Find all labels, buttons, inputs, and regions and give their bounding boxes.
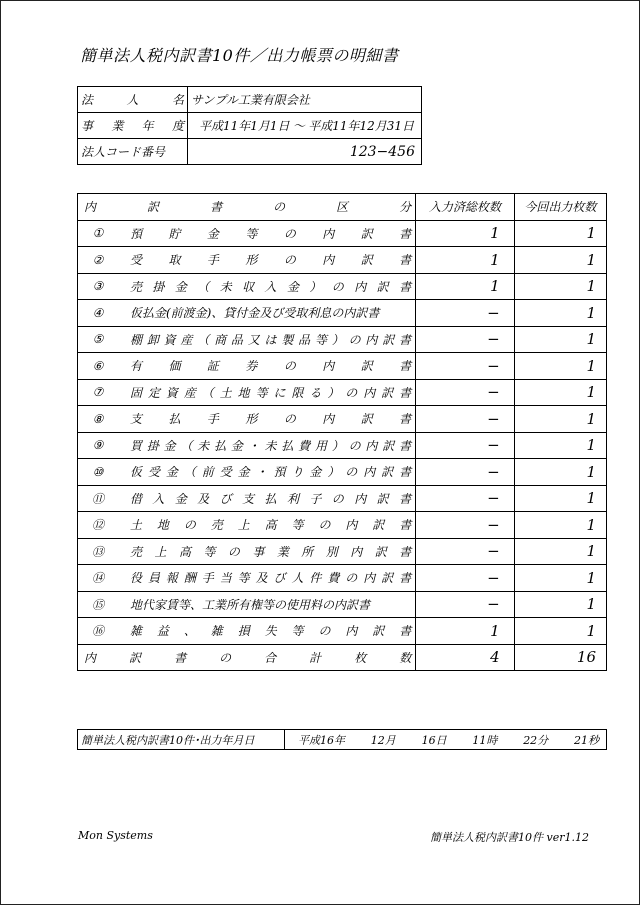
row-description — [78, 247, 416, 274]
row-number: ⑩ — [92, 464, 104, 479]
row-input-count: − — [416, 459, 514, 486]
row-number: ⑮ — [91, 597, 104, 612]
row-input-count: − — [416, 538, 514, 565]
row-output-count: 1 — [514, 459, 606, 486]
year-value — [188, 113, 422, 139]
row-number: ⑨ — [92, 438, 104, 453]
code-value: 123−456 — [188, 139, 422, 165]
row-label: 買 掛 金 （ 未 払 金 ・ 未 払 費 用 ） の 内 訳 書 — [130, 438, 412, 453]
row-number: ⑧ — [92, 411, 104, 426]
table-row — [78, 538, 607, 565]
output-hour: 11時 — [472, 733, 498, 747]
row-description — [78, 300, 416, 327]
row-description — [78, 485, 416, 512]
total-input-count: 4 — [416, 644, 514, 671]
row-description — [78, 591, 416, 618]
row-number: ⑪ — [91, 491, 104, 506]
breakdown-table — [77, 193, 607, 671]
table-row — [78, 300, 607, 327]
row-input-count: − — [416, 406, 514, 433]
row-input-count: − — [416, 379, 514, 406]
row-label: 棚 卸 資 産 （ 商 品 又 は 製 品 等 ） の 内 訳 書 — [130, 332, 412, 347]
row-output-count: 1 — [514, 300, 606, 327]
row-number: ⑫ — [91, 518, 104, 533]
row-label: 借 入 金 及 び 支 払 利 子 の 内 訳 書 — [130, 491, 412, 506]
output-era-year: 平成16年 — [298, 733, 345, 747]
total-label: 内 訳 書 の 合 計 枚 数 — [78, 644, 416, 671]
header-desc: 内 訳 書 の 区 分 — [78, 194, 416, 221]
output-date-table — [77, 729, 607, 750]
row-label: 役 員 報 酬 手 当 等 及 び 人 件 費 の 内 訳 書 — [130, 571, 412, 586]
row-input-count: − — [416, 485, 514, 512]
row-number: ⑦ — [92, 385, 104, 400]
row-number: ④ — [92, 305, 104, 320]
row-input-count: − — [416, 300, 514, 327]
info-row-code — [78, 139, 422, 165]
table-row — [78, 406, 607, 433]
table-row — [78, 459, 607, 486]
company-credit: Mon Systems — [78, 829, 153, 842]
row-input-count: 1 — [416, 273, 514, 300]
row-description — [78, 512, 416, 539]
row-input-count: 1 — [416, 247, 514, 274]
company-info-table — [77, 86, 422, 165]
row-output-count: 1 — [514, 353, 606, 380]
row-output-count: 1 — [514, 273, 606, 300]
row-number: ⑥ — [92, 358, 104, 373]
output-day: 16日 — [421, 733, 447, 747]
row-output-count: 1 — [514, 326, 606, 353]
row-output-count: 1 — [514, 379, 606, 406]
table-row — [78, 273, 607, 300]
table-row — [78, 247, 607, 274]
row-description — [78, 326, 416, 353]
row-label: 固 定 資 産 （ 土 地 等 に 限 る ） の 内 訳 書 — [130, 385, 412, 400]
row-description — [78, 618, 416, 645]
row-description — [78, 273, 416, 300]
row-label: 地代家賃等、工業所有権等の使用料の内訳書 — [130, 597, 371, 612]
row-description — [78, 459, 416, 486]
name-label: 法 人 名 — [78, 87, 188, 113]
year-to: 平成11年12月31日 — [308, 119, 414, 133]
row-description — [78, 538, 416, 565]
row-output-count: 1 — [514, 591, 606, 618]
row-input-count: 1 — [416, 220, 514, 247]
row-description — [78, 379, 416, 406]
output-date-values — [285, 730, 607, 750]
output-date-row — [78, 730, 607, 750]
table-row — [78, 591, 607, 618]
row-description — [78, 432, 416, 459]
output-minute: 22分 — [523, 733, 549, 747]
row-input-count: − — [416, 326, 514, 353]
table-row — [78, 353, 607, 380]
row-output-count: 1 — [514, 618, 606, 645]
row-label: 仮払金(前渡金)、貸付金及び受取利息の内訳書 — [130, 306, 380, 321]
row-input-count: − — [416, 432, 514, 459]
row-output-count: 1 — [514, 432, 606, 459]
table-row — [78, 485, 607, 512]
row-label: 雑 益 、 雑 損 失 等 の 内 訳 書 — [130, 624, 412, 639]
table-row — [78, 326, 607, 353]
total-row — [78, 644, 607, 671]
name-value: サンプル工業有限会社 — [188, 87, 422, 113]
row-input-count: − — [416, 565, 514, 592]
info-row-year — [78, 113, 422, 139]
total-output-count: 16 — [514, 644, 606, 671]
row-label: 土 地 の 売 上 高 等 の 内 訳 書 — [130, 518, 412, 533]
row-number: ⑭ — [91, 571, 104, 586]
row-description — [78, 353, 416, 380]
output-second: 21秒 — [573, 733, 599, 747]
output-month: 12月 — [370, 733, 396, 747]
row-output-count: 1 — [514, 247, 606, 274]
row-label: 預 貯 金 等 の 内 訳 書 — [130, 226, 412, 241]
row-input-count: − — [416, 353, 514, 380]
year-sep: 〜 — [292, 119, 305, 133]
row-label: 有 価 証 券 の 内 訳 書 — [130, 359, 412, 374]
row-description — [78, 565, 416, 592]
row-number: ① — [92, 226, 104, 241]
row-number: ⑤ — [92, 332, 104, 347]
row-label: 売 上 高 等 の 事 業 所 別 内 訳 書 — [130, 544, 412, 559]
table-row — [78, 379, 607, 406]
row-output-count: 1 — [514, 565, 606, 592]
table-row — [78, 565, 607, 592]
row-output-count: 1 — [514, 538, 606, 565]
info-row-name — [78, 87, 422, 113]
header-output-count: 今回出力枚数 — [514, 194, 606, 221]
row-description — [78, 220, 416, 247]
row-output-count: 1 — [514, 220, 606, 247]
page-title: 簡単法人税内訳書10件／出力帳票の明細書 — [80, 46, 399, 65]
output-date-label: 簡単法人税内訳書10件･出力年月日 — [78, 730, 285, 750]
table-row — [78, 432, 607, 459]
row-number: ③ — [92, 279, 104, 294]
row-input-count: 1 — [416, 618, 514, 645]
row-input-count: − — [416, 591, 514, 618]
header-input-count: 入力済総枚数 — [416, 194, 514, 221]
row-output-count: 1 — [514, 406, 606, 433]
row-number: ⑬ — [91, 544, 104, 559]
row-label: 支 払 手 形 の 内 訳 書 — [130, 412, 412, 427]
row-output-count: 1 — [514, 512, 606, 539]
table-row — [78, 618, 607, 645]
row-output-count: 1 — [514, 485, 606, 512]
row-input-count: − — [416, 512, 514, 539]
row-number: ② — [92, 252, 104, 267]
table-header-row — [78, 194, 607, 221]
row-label: 売 掛 金 （ 未 収 入 金 ） の 内 訳 書 — [130, 279, 412, 294]
code-label: 法人コード番号 — [78, 139, 188, 165]
version-label: 簡単法人税内訳書10件 ver1.12 — [430, 831, 589, 844]
row-label: 仮 受 金 （ 前 受 金 ・ 預 り 金 ） の 内 訳 書 — [130, 465, 412, 480]
table-row — [78, 512, 607, 539]
table-row — [78, 220, 607, 247]
row-description — [78, 406, 416, 433]
row-label: 受 取 手 形 の 内 訳 書 — [130, 253, 412, 268]
year-from: 平成11年1月1日 — [199, 119, 290, 133]
year-label: 事 業 年 度 — [78, 113, 188, 139]
row-number: ⑯ — [91, 624, 104, 639]
